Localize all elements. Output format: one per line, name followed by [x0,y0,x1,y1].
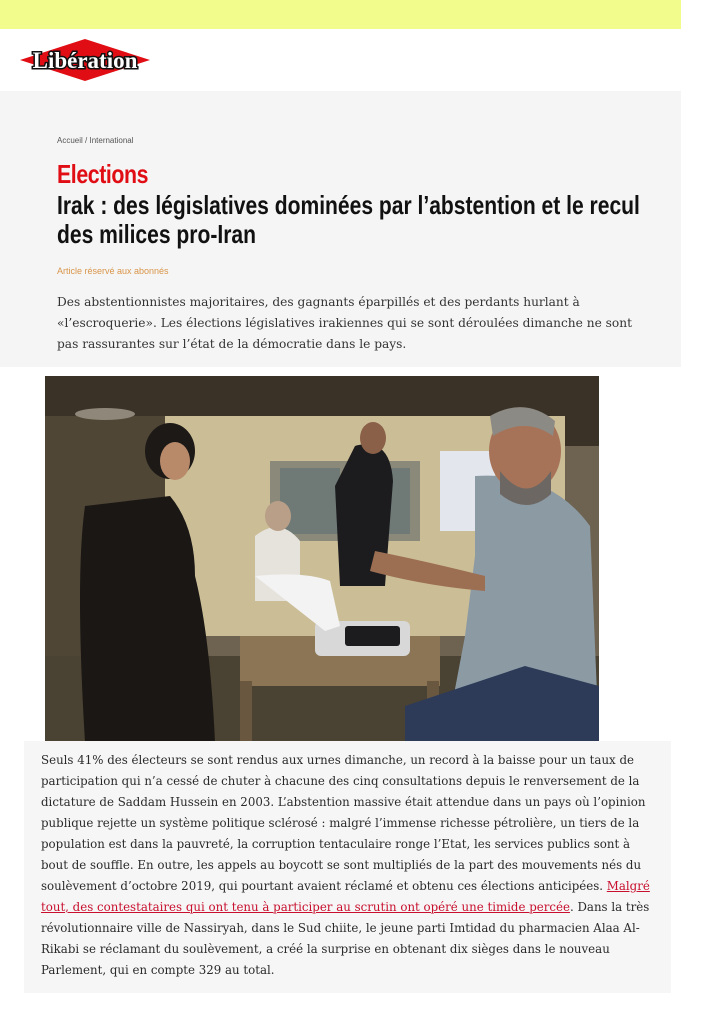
top-banner-strip [0,0,681,29]
logo-wordmark: Libération [32,48,138,73]
article-header [0,91,681,367]
paragraph-text-part1: Seuls 41% des électeurs se sont rendus aux urnes dimanche, un record à la baisse pour un taux de participation qui n’a cessé de chuter à chacune des cinq consultations depuis le renversement de la dictature de Saddam Hussein en 2003. L’abstention massive était attendue dans un pays où l’opinion publique rejette un système politique sclérosé : malgré l’immense richesse pétrolière, un tiers de la population est dans la pauvreté, la corruption tentaculaire ronge l’Etat, les services publics sont à bout de souffle. En outre, les appels au boycott se sont multipliés de la part des mouvements nés du soulèvement d’octobre 2019, qui pourtant avaient réclamé et obtenu ces élections anticipées. [41,753,646,893]
subscriber-badge: Article réservé aux abonnés [57,266,169,276]
inline-article-link[interactable]: Malgré tout, des contestataires qui ont tenu à participer au scrutin ont opéré une timide percée [41,879,650,914]
article-headline: Irak : des législatives dominées par l’abstention et le recul des milices pro-Iran [57,190,640,249]
breadcrumb [57,136,134,145]
article-body [24,741,671,993]
article-paragraph [41,750,653,981]
logo-mark [18,37,152,83]
article-photo [45,376,599,742]
breadcrumb-home[interactable]: Accueil [57,136,83,145]
article-standfirst: Des abstentionnistes majoritaires, des gagnants éparpillés et des perdants hurlant à «l’escroquerie». Les élections législatives irakiennes qui se sont déroulées dimanche ne sont pas rassurantes sur l’état de la démocratie dans le pays. [57,295,633,351]
site-header [0,29,681,91]
breadcrumb-separator: / [82,136,90,145]
liberation-logo[interactable] [18,37,152,83]
breadcrumb-section[interactable]: International [89,136,134,145]
voting-scene-illustration [45,376,599,742]
paragraph-text-part2: . Dans la très révolutionnaire ville de Nassiryah, dans le Sud chiite, le jeune parti Imtidad du pharmacien Alaa Al-Rikabi se réclamant du soulèvement, a créé la surprise en obtenant dix sièges dans le nouveau Parlement, qui en compte 329 au total. [41,900,650,977]
article-kicker[interactable]: Elections [57,159,149,189]
